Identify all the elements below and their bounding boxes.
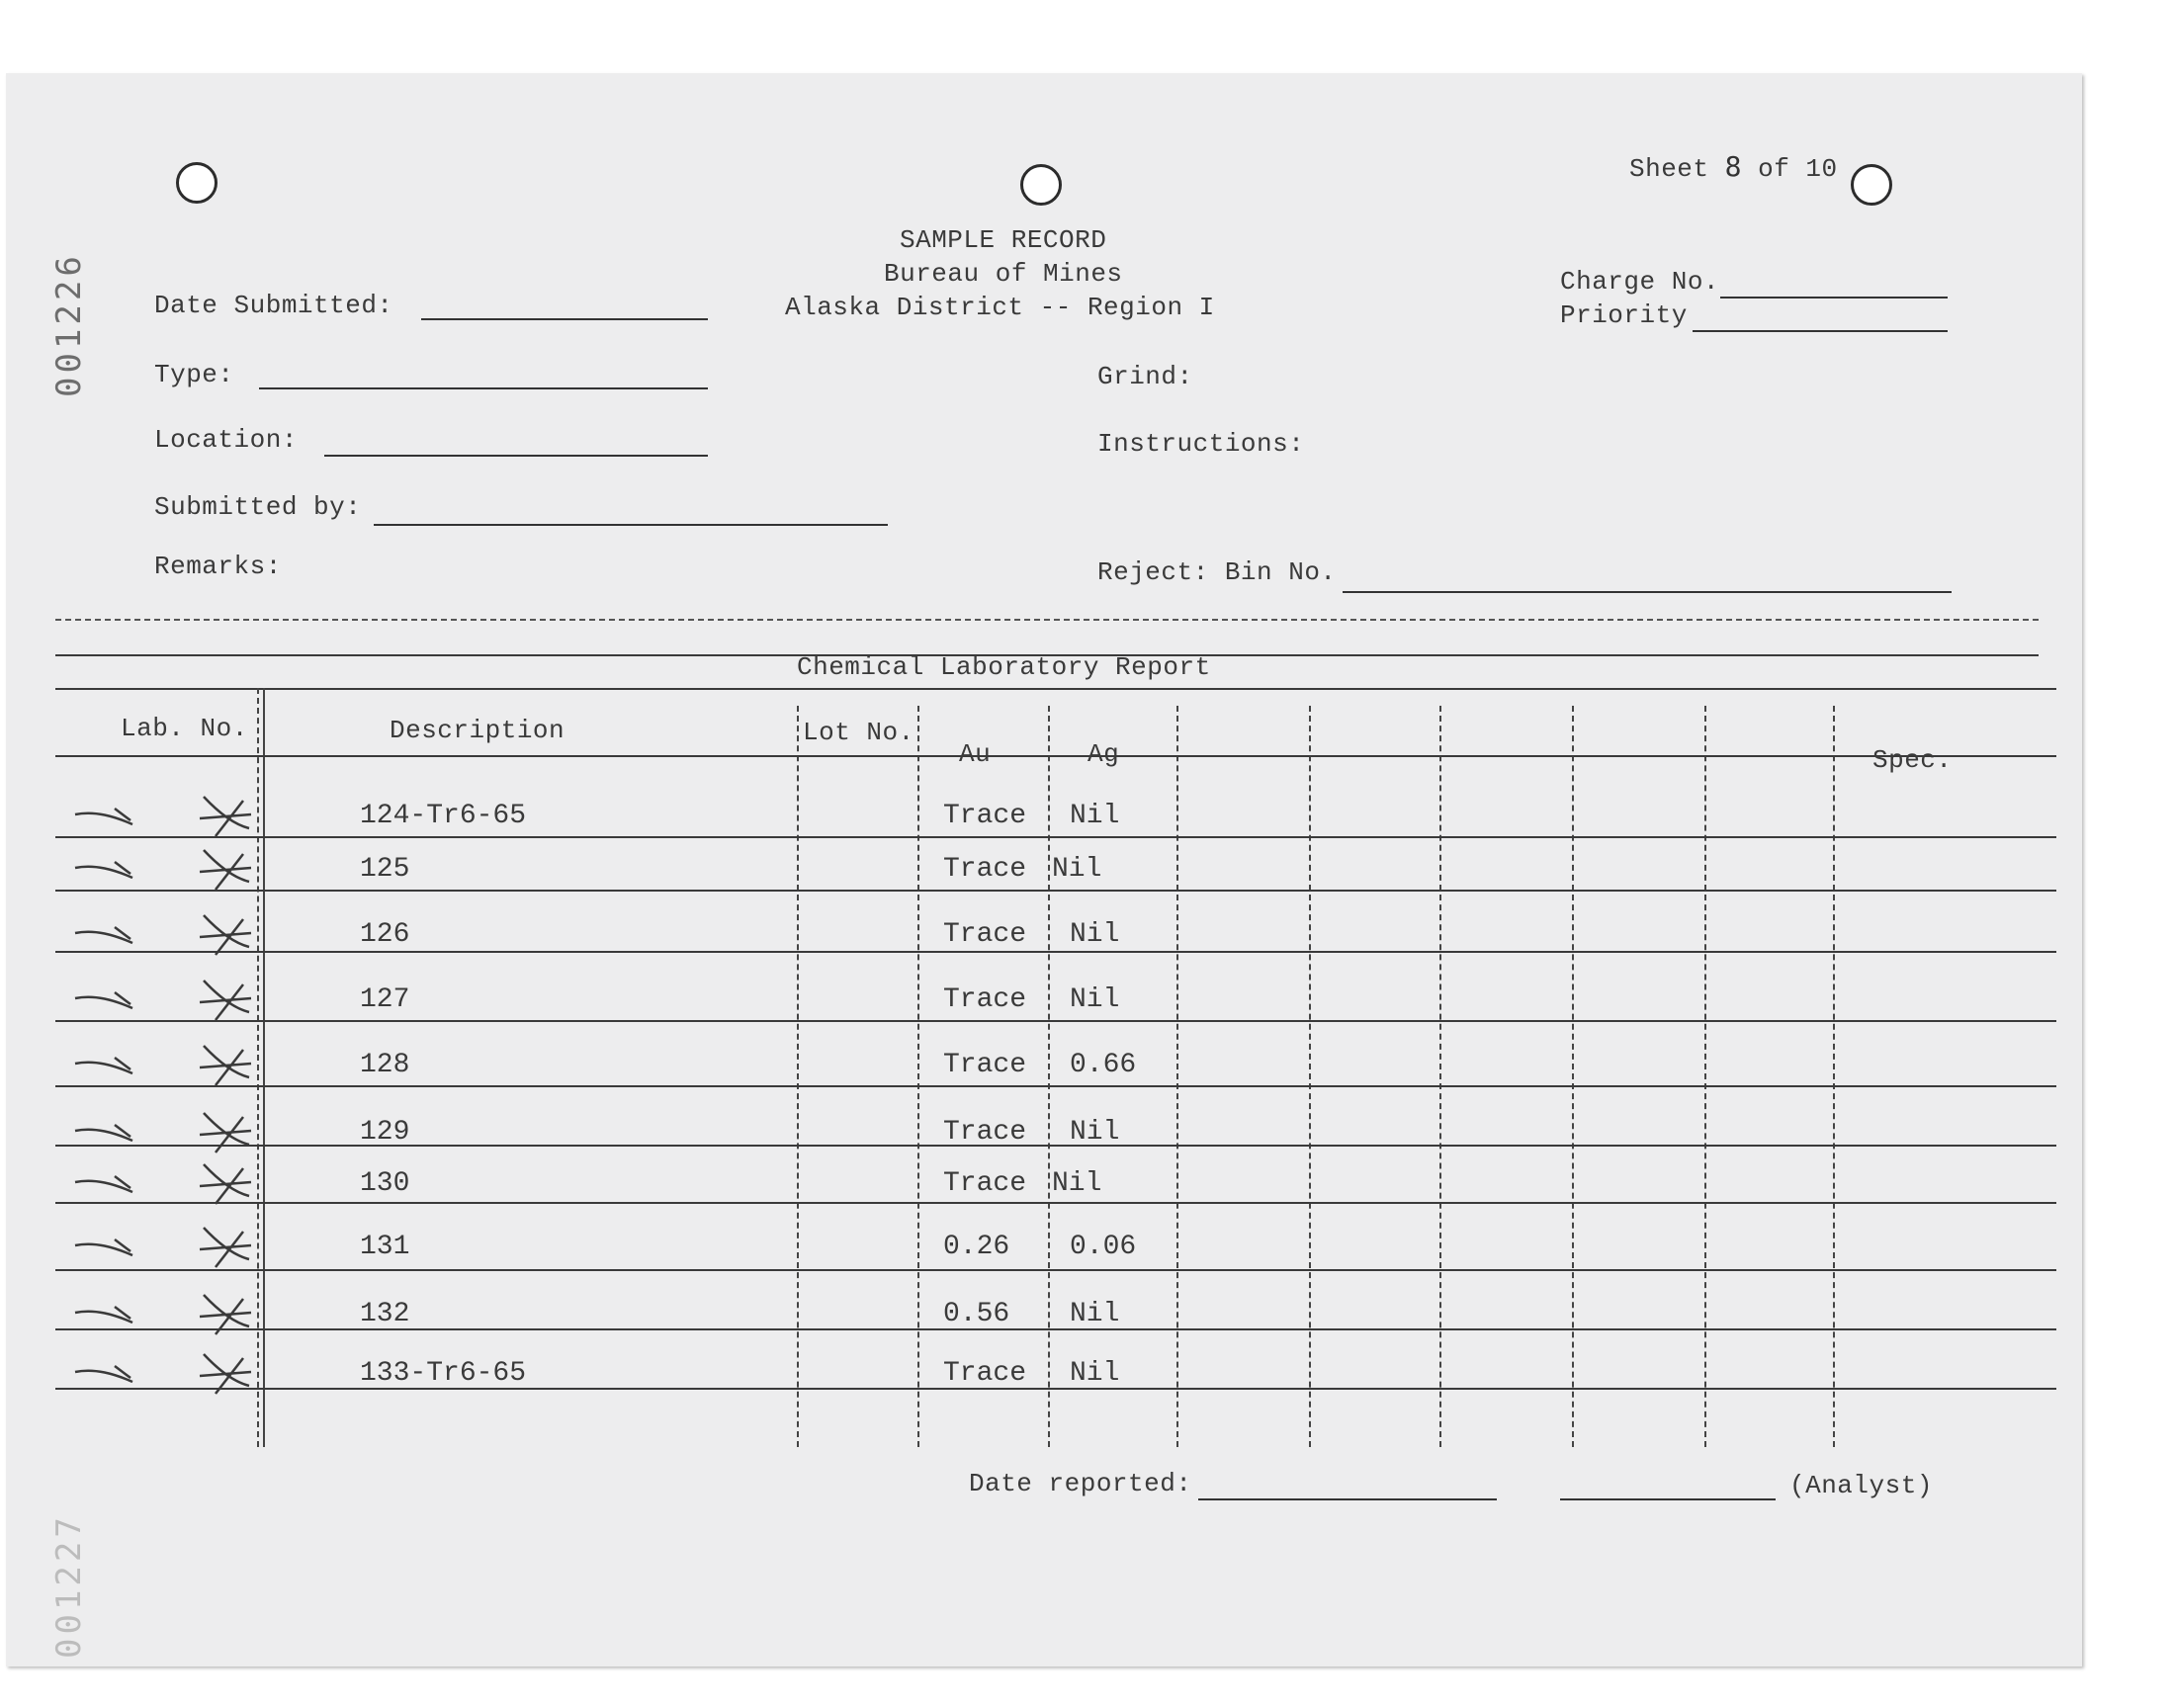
row-description: 126 — [360, 919, 410, 950]
col-header-description: Description — [390, 716, 566, 745]
check-mark — [75, 1125, 132, 1141]
location-label: Location: — [154, 425, 298, 455]
submitted-by-label: Submitted by: — [154, 492, 362, 522]
cross-mark — [200, 797, 251, 836]
sheet-total: 10 — [1805, 154, 1838, 184]
row-au: Trace — [943, 854, 1027, 885]
row-description: 130 — [360, 1168, 410, 1199]
check-mark — [75, 862, 132, 878]
check-mark — [75, 1307, 132, 1323]
row-description: 129 — [360, 1117, 410, 1148]
cross-mark — [200, 850, 251, 890]
col-header-lot-no: Lot No. — [803, 718, 914, 747]
cross-mark — [200, 1295, 251, 1334]
row-au: Trace — [943, 1358, 1027, 1389]
row-ag: Nil — [1052, 854, 1102, 885]
row-au: Trace — [943, 1050, 1027, 1080]
reject-bin-label: Reject: Bin No. — [1097, 557, 1337, 587]
row-description: 127 — [360, 984, 410, 1015]
document-number: 001226 — [49, 252, 89, 397]
remarks-label: Remarks: — [154, 552, 282, 581]
col-header-spec: Spec. — [1872, 745, 1953, 775]
cross-mark — [200, 1354, 251, 1394]
priority-label: Priority — [1560, 300, 1688, 330]
row-ag: 0.66 — [1070, 1050, 1137, 1080]
col-header-lab-no: Lab. No. — [121, 714, 248, 743]
row-ag: Nil — [1070, 1358, 1120, 1389]
date-reported-label: Date reported: — [969, 1469, 1192, 1498]
sample-record-sheet — [6, 73, 2082, 1666]
cross-mark — [200, 915, 251, 955]
cross-mark — [200, 1046, 251, 1085]
row-ag: Nil — [1052, 1168, 1102, 1199]
check-mark — [75, 992, 132, 1008]
cross-mark — [200, 1228, 251, 1267]
instructions-label: Instructions: — [1097, 429, 1305, 459]
date-submitted-label: Date Submitted: — [154, 291, 393, 320]
check-mark — [75, 809, 132, 824]
report-title: Chemical Laboratory Report — [797, 652, 1211, 682]
sheet-label: Sheet — [1629, 154, 1709, 184]
type-label: Type: — [154, 360, 234, 389]
charge-no-label: Charge No. — [1560, 267, 1720, 297]
check-mark — [75, 1366, 132, 1382]
grind-label: Grind: — [1097, 362, 1193, 391]
row-au: Trace — [943, 919, 1027, 950]
row-description: 132 — [360, 1299, 410, 1329]
row-description: 133-Tr6-65 — [360, 1358, 527, 1389]
row-description: 125 — [360, 854, 410, 885]
cross-mark — [200, 1113, 251, 1153]
sheet-current: 8 — [1724, 150, 1742, 183]
check-mark — [75, 1058, 132, 1073]
row-ag: 0.06 — [1070, 1232, 1137, 1262]
cross-mark — [200, 1164, 251, 1204]
row-au: Trace — [943, 801, 1027, 831]
district-name: Alaska District -- Region I — [785, 293, 1215, 322]
agency-name: Bureau of Mines — [884, 259, 1123, 289]
sheet-of: of — [1758, 154, 1790, 184]
row-au: Trace — [943, 1117, 1027, 1148]
row-ag: Nil — [1070, 919, 1120, 950]
col-header-ag: Ag — [1088, 739, 1120, 769]
row-au: Trace — [943, 1168, 1027, 1199]
handwritten-check-marks — [6, 73, 2082, 1666]
check-mark — [75, 927, 132, 943]
analyst-label: (Analyst) — [1789, 1471, 1933, 1500]
row-au: Trace — [943, 984, 1027, 1015]
check-mark — [75, 1176, 132, 1192]
row-au: 0.56 — [943, 1299, 1010, 1329]
row-ag: Nil — [1070, 1117, 1120, 1148]
row-ag: Nil — [1070, 801, 1120, 831]
row-description: 131 — [360, 1232, 410, 1262]
row-description: 128 — [360, 1050, 410, 1080]
row-description: 124-Tr6-65 — [360, 801, 527, 831]
col-header-au: Au — [959, 739, 992, 769]
form-title: SAMPLE RECORD — [900, 225, 1107, 255]
row-au: 0.26 — [943, 1232, 1010, 1262]
cross-mark — [200, 981, 251, 1020]
document-number-faint: 001227 — [49, 1513, 89, 1659]
check-mark — [75, 1239, 132, 1255]
row-ag: Nil — [1070, 984, 1120, 1015]
row-ag: Nil — [1070, 1299, 1120, 1329]
